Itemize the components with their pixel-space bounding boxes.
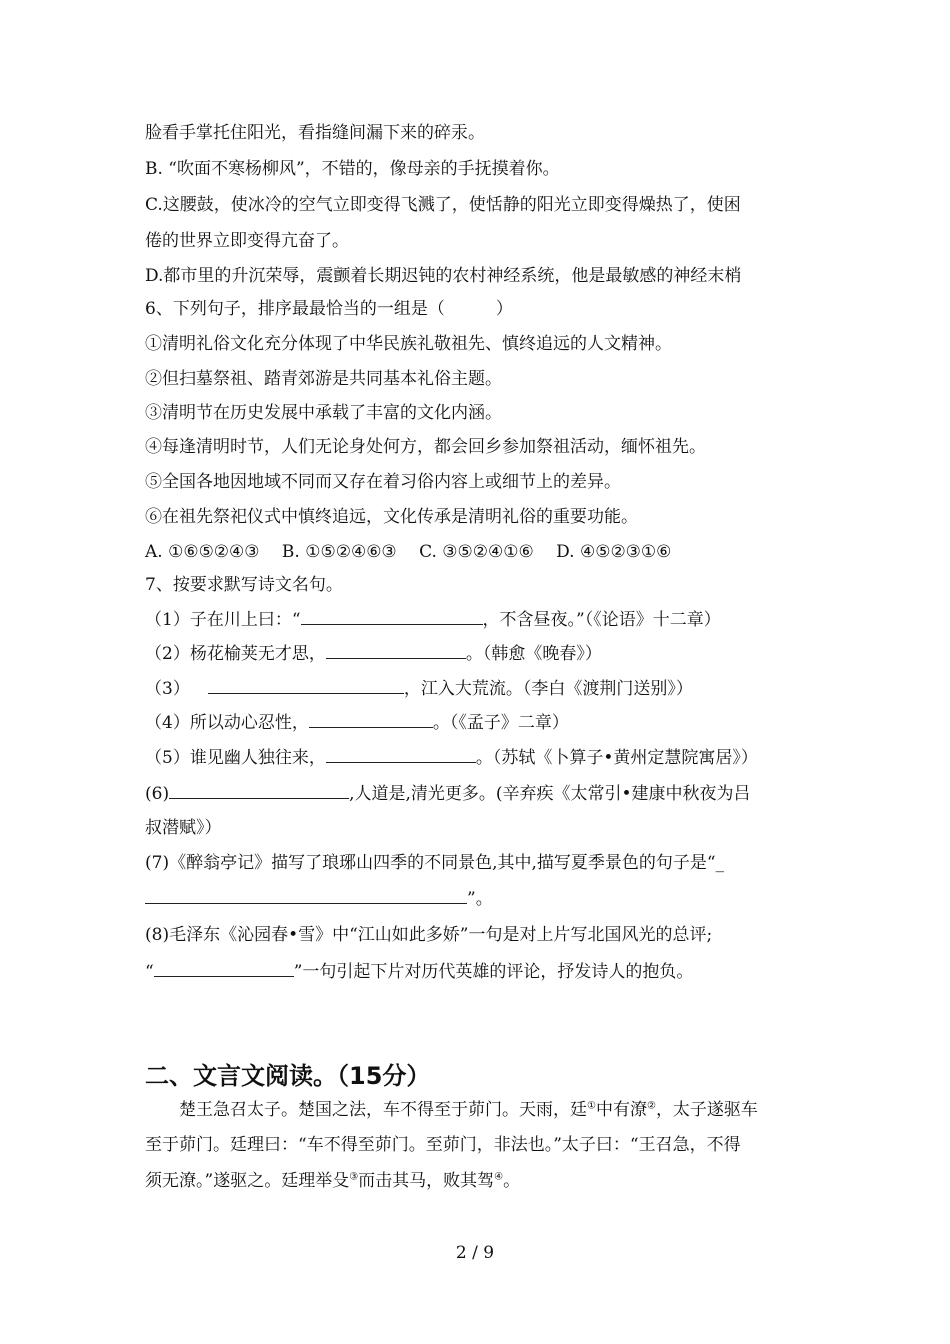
q7-item-8-pre: “ [145, 962, 154, 982]
q7-item-3-pre: （3） [145, 679, 190, 699]
q7-item-3-post: ，江入大荒流。（李白《渡荆门送别》） [403, 679, 693, 699]
passage-text: 而击其马，败其驾 [358, 1171, 495, 1191]
q7-item-4-pre: （4）所以动心忍性， [145, 713, 309, 733]
sentence-2: ②但扫墓祭祖、踏青郊游是共同基本礼俗主题。 [145, 369, 502, 389]
q7-item-6-pre: (6) [145, 784, 170, 804]
text-line-1: 脸看手掌托住阳光，看指缝间漏下来的碎汞。 [145, 123, 485, 143]
q7-item-8-cont [145, 960, 693, 983]
section-title: 二、文言文阅读。（15分） [145, 1062, 431, 1090]
q7-item-6-cont: 叔潜赋》） [145, 818, 222, 838]
answer-blank[interactable] [309, 711, 433, 728]
footnote-mark: ① [587, 1100, 596, 1112]
answer-blank[interactable] [326, 642, 466, 659]
option-c-line-1: C.这腰鼓，使冰冷的空气立即变得飞溅了，使恬静的阳光立即变得燥热了，使困 [145, 195, 741, 215]
answer-blank[interactable] [208, 677, 404, 694]
q7-item-1 [145, 608, 721, 631]
sentence-6: ⑥在祖先祭祀仪式中慎终追远，文化传承是清明礼俗的重要功能。 [145, 507, 638, 527]
sentence-4: ④每逢清明时节，人们无论身处何方，都会回乡参加祭祖活动，缅怀祖先。 [145, 437, 706, 457]
q7-item-2-pre: （2）杨花榆荚无才思， [145, 644, 326, 664]
passage-text: 。 [503, 1171, 521, 1191]
q7-item-3 [145, 677, 693, 700]
answer-blank[interactable] [301, 608, 483, 625]
answer-blank[interactable] [154, 960, 294, 977]
answer-blank[interactable] [169, 782, 349, 799]
q7-item-1-post: ，不含昼夜。”（《论语》十二章） [482, 610, 721, 630]
footnote-mark: ② [646, 1100, 656, 1112]
answer-blank[interactable] [326, 746, 476, 763]
passage-text: 须无潦。”遂驱之。廷理举殳 [145, 1171, 350, 1191]
footnote-mark: ④ [494, 1171, 504, 1183]
q7-item-6-post: ,人道是,清光更多。(辛弃疾《太常引•建康中秋夜为吕 [349, 784, 751, 804]
q7-item-6 [145, 782, 751, 805]
q7-item-7-cont [145, 887, 493, 910]
answer-blank[interactable] [145, 887, 467, 904]
q7-item-4 [145, 711, 569, 734]
q7-item-4-post: 。（《孟子》二章） [432, 713, 569, 733]
q7-item-1-pre: （1）子在川上曰：“ [145, 610, 301, 630]
q7-item-2 [145, 642, 602, 665]
q7-item-2-post: 。（韩愈《晚春》） [465, 644, 602, 664]
q7-item-7: (7)《醉翁亭记》描写了琅琊山四季的不同景色,其中,描写夏季景色的句子是“_ [145, 853, 725, 873]
passage-line-1 [179, 1099, 758, 1121]
passage-text: 中有潦 [595, 1100, 647, 1120]
passage-text: ，太子遂驱车 [655, 1100, 758, 1120]
page-number: 2 / 9 [455, 1243, 495, 1263]
q7-item-8-post: ”一句引起下片对历代英雄的评论，抒发诗人的抱负。 [293, 962, 694, 982]
passage-line-3 [145, 1170, 520, 1192]
q7-item-7-post: ”。 [467, 889, 493, 909]
passage-line-2: 至于茆门。廷理曰：“车不得至茆门。至茆门，非法也。”太子曰：“王召急，不得 [145, 1135, 741, 1155]
option-d-line: D.都市里的升沉荣辱，震颤着长期迟钝的农村神经系统，他是最敏感的神经末梢 [145, 266, 742, 286]
q6-options: A. ①⑥⑤②④③ B. ①⑤②④⑥③ C. ③⑤②④①⑥ D. ④⑤②③①⑥ [145, 542, 672, 562]
q7-item-5-pre: （5）谁见幽人独往来， [145, 748, 326, 768]
q7-item-5-post: 。（苏轼《卜算子•黄州定慧院寓居》） [475, 748, 758, 768]
sentence-5: ⑤全国各地因地域不同而又存在着习俗内容上或细节上的差异。 [145, 472, 621, 492]
footnote-mark: ③ [349, 1171, 359, 1183]
q7-item-5 [145, 746, 758, 769]
sentence-3: ③清明节在历史发展中承载了丰富的文化内涵。 [145, 403, 502, 423]
question-6: 6、下列句子，排序最最恰当的一组是（ ） [145, 299, 513, 319]
sentence-1: ①清明礼俗文化充分体现了中华民族礼敬祖先、慎终追远的人文精神。 [145, 334, 672, 354]
option-b-line: B. “吹面不寒杨柳风”，不错的，像母亲的手抚摸着你。 [145, 159, 560, 179]
option-c-line-2: 倦的世界立即变得亢奋了。 [145, 231, 349, 251]
question-7: 7、按要求默写诗文名句。 [145, 575, 343, 595]
q7-item-8: (8)毛泽东《沁园春•雪》中“江山如此多娇”一句是对上片写北国风光的总评; [145, 925, 713, 945]
passage-text: 楚王急召太子。楚国之法，车不得至于茆门。天雨，廷 [179, 1100, 587, 1120]
